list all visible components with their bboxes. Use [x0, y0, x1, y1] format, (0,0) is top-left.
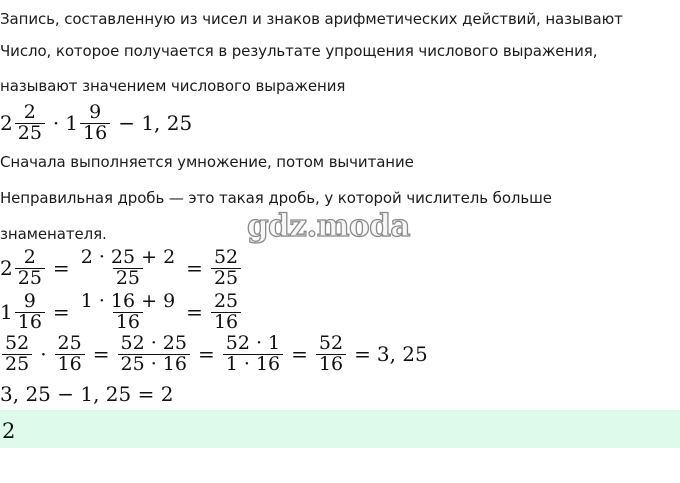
step3-num-a: 52 [5, 332, 30, 354]
expr-num-1: 2 [23, 101, 36, 123]
step2-den-c: 16 [211, 312, 241, 333]
step2-den-b: 16 [113, 312, 143, 333]
step2-num-c: 25 [213, 290, 239, 312]
expr-minus-part: − 1, 25 [118, 111, 193, 136]
step2-fraction-a [15, 292, 45, 333]
expr-num-2: 9 [89, 101, 102, 123]
answer-value: 2 [2, 419, 16, 443]
expr-whole-1: 2 [0, 111, 13, 136]
expr-dot: · [52, 111, 60, 136]
step3-eq-3: = [291, 342, 308, 367]
step1-whole: 2 [0, 256, 13, 281]
step1-eq-2: = [186, 256, 203, 281]
step3-fraction-c [118, 334, 190, 375]
step1-den-c: 25 [211, 268, 241, 289]
text-line-4: Сначала выполняется умножение, потом вычитание [0, 153, 414, 171]
step3-eq-4: = [354, 342, 371, 367]
step3-dot: · [40, 342, 47, 367]
step1-eq-1: = [52, 256, 70, 281]
step3-num-e: 52 · 1 [225, 332, 281, 354]
text-line-6: знаменателя. [0, 225, 107, 243]
step2-eq-1: = [52, 300, 70, 325]
step2-num-b: 1 · 16 + 9 [80, 290, 176, 312]
step-2 [0, 292, 243, 333]
step3-den-e: 1 · 16 [223, 354, 283, 375]
step3-result: 3, 25 [376, 342, 428, 367]
step-3 [0, 334, 428, 375]
step3-eq-1: = [92, 342, 110, 367]
step2-eq-2: = [186, 300, 203, 325]
text-line-2: Число, которое получается в результате упрощения числового выражения, [0, 42, 598, 60]
step3-den-f: 16 [316, 354, 346, 375]
expr-fraction-1 [15, 103, 45, 144]
step3-den-b: 16 [55, 354, 85, 375]
step3-fraction-f [316, 334, 346, 375]
step1-num-b: 2 · 25 + 2 [80, 246, 176, 268]
step1-fraction-c [211, 248, 241, 289]
answer-box [0, 410, 680, 448]
step2-fraction-c [211, 292, 241, 333]
step-4: 3, 25 − 1, 25 = 2 [0, 382, 174, 406]
step2-fraction-b [78, 292, 178, 333]
step3-fraction-b [55, 334, 85, 375]
step1-num-a: 2 [23, 246, 36, 268]
step1-den-a: 25 [15, 268, 45, 289]
step3-den-a: 25 [2, 354, 32, 375]
step3-num-b: 25 [57, 332, 82, 354]
expr-fraction-2 [80, 103, 110, 144]
step3-den-c: 25 · 16 [118, 354, 190, 375]
step1-num-c: 52 [213, 246, 239, 268]
expression [0, 103, 192, 144]
text-line-3: называют значением числового выражения [0, 77, 346, 95]
watermark-logo: gdz.moda [247, 208, 410, 244]
step2-whole: 1 [0, 300, 13, 325]
step1-fraction-b [78, 248, 178, 289]
expr-whole-2: 1 [65, 111, 79, 136]
step3-fraction-a [2, 334, 32, 375]
expr-den-2: 16 [80, 123, 110, 144]
step1-den-b: 25 [113, 268, 143, 289]
step3-num-c: 52 · 25 [120, 332, 187, 354]
step1-fraction-a [15, 248, 45, 289]
text-line-1: Запись, составленную из чисел и знаков арифметических действий, называют [0, 10, 623, 28]
step3-eq-2: = [197, 342, 215, 367]
step3-num-f: 52 [318, 332, 344, 354]
step-1 [0, 248, 243, 289]
text-line-5: Неправильная дробь — это такая дробь, у которой числитель больше [0, 189, 552, 207]
step2-den-a: 16 [15, 312, 45, 333]
expr-den-1: 25 [15, 123, 45, 144]
step3-fraction-e [223, 334, 283, 375]
step2-num-a: 9 [23, 290, 36, 312]
